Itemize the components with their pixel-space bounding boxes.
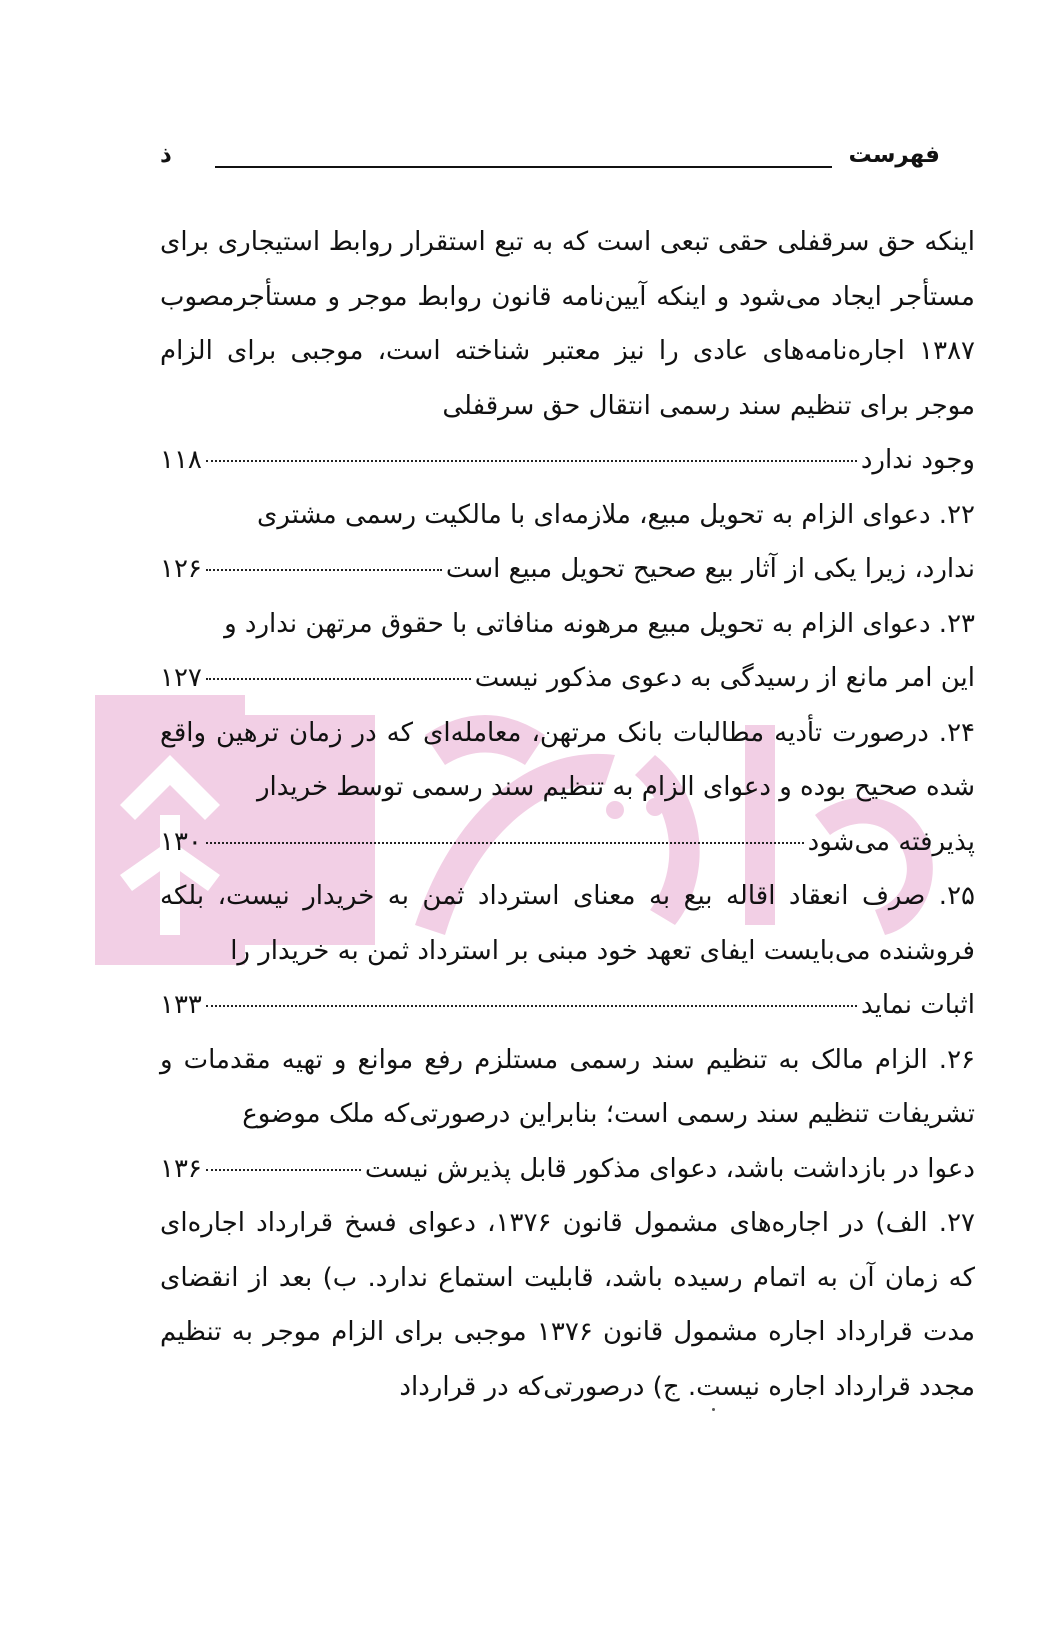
- toc-page-number: ۱۳۳: [160, 990, 202, 1020]
- toc-entry: [160, 488, 975, 597]
- print-speck: [712, 1408, 715, 1411]
- dot-leader: [206, 1169, 361, 1171]
- toc-entry-tail: وجود ندارد: [860, 445, 975, 475]
- toc-entry-text: ۲۳. دعوای الزام به تحویل مبیع مرهونه منافاتی با حقوق مرتهن ندارد و: [224, 608, 975, 639]
- toc-page-number: ۱۳۰: [160, 826, 202, 857]
- toc-entry-tail: این امر مانع از رسیدگی به دعوی مذکور نیست: [474, 663, 975, 693]
- toc-entry: [160, 597, 975, 706]
- toc-page-number: ۱۱۸: [160, 445, 202, 475]
- page-number: ذ: [160, 142, 172, 168]
- header-rule: [215, 166, 832, 168]
- dot-leader: [206, 569, 442, 571]
- toc-entry-text: ۲۵. صرف انعقاد اقاله بیع به معنای استرداد ثمن به خریدار نیست، بلکه فروشنده می‌بایست ایفای تعهد خود مبنی بر استرداد ثمن به خریدار را: [160, 881, 975, 966]
- section-title: فهرست: [848, 142, 940, 168]
- toc-entry-tail: دعوا در بازداشت باشد، دعوای مذکور قابل پذیرش نیست: [364, 1153, 975, 1184]
- page-header: [150, 130, 940, 180]
- toc-entry: [160, 1033, 975, 1197]
- toc-page-number: ۱۳۶: [160, 1153, 202, 1184]
- toc-entry-tail: اثبات نماید: [860, 990, 975, 1020]
- toc-entry-text: ۲۶. الزام مالک به تنظیم سند رسمی مستلزم رفع موانع و تهیه مقدمات و تشریفات تنظیم سند رسمی است؛ بنابراین درصورتی‌که ملک موضوع: [160, 1044, 975, 1129]
- toc-entry-text: ۲۲. دعوای الزام به تحویل مبیع، ملازمه‌ای با مالکیت رسمی مشتری: [257, 499, 975, 530]
- toc-entry-continuing: ۲۷. الف) در اجاره‌های مشمول قانون ۱۳۷۶، دعوای فسخ قرارداد اجاره‌ای که زمان آن به اتمام رسیده باشد، قابلیت استماع ندارد. ب) بعد از انقضای مدت قرارداد اجاره مشمول قانون ۱۳۷۶ موجبی برای الزام موجر به تنظیم مجدد قرارداد اجاره نیست. ج) درصورتی‌که در قرارداد: [160, 1208, 976, 1402]
- toc-entry-text: اینکه حق سرقفلی حقی تبعی است که به تبع استقرار روابط استیجاری برای مستأجر ایجاد می‌شود و اینکه آیین‌نامه قانون روابط موجر و مستأجرمصوب ۱۳۸۷ اجاره‌نامه‌های عادی را نیز معتبر شناخته است، موجبی برای الزام موجر برای تنظیم سند رسمی انتقال حق سرقفلی: [160, 227, 975, 421]
- toc-page-number: ۱۲۶: [160, 554, 202, 584]
- toc-entry: [160, 706, 975, 870]
- dot-leader: [206, 678, 471, 680]
- dot-leader: [206, 460, 857, 462]
- toc-page-number: ۱۲۷: [160, 663, 202, 693]
- toc-entry-tail: پذیرفته می‌شود: [807, 826, 975, 857]
- toc-entry: [160, 869, 975, 1033]
- dot-leader: [206, 1005, 857, 1007]
- toc-list: [160, 215, 975, 1414]
- toc-entry: [160, 215, 975, 488]
- toc-entry-text: ۲۴. درصورت تأدیه مطالبات بانک مرتهن، معامله‌ای که در زمان ترهین واقع شده صحیح بوده و دعوای الزام به تنظیم سند رسمی توسط خریدار: [160, 717, 975, 802]
- dot-leader: [206, 842, 804, 844]
- toc-entry-tail: ندارد، زیرا یکی از آثار بیع صحیح تحویل مبیع است: [445, 554, 975, 584]
